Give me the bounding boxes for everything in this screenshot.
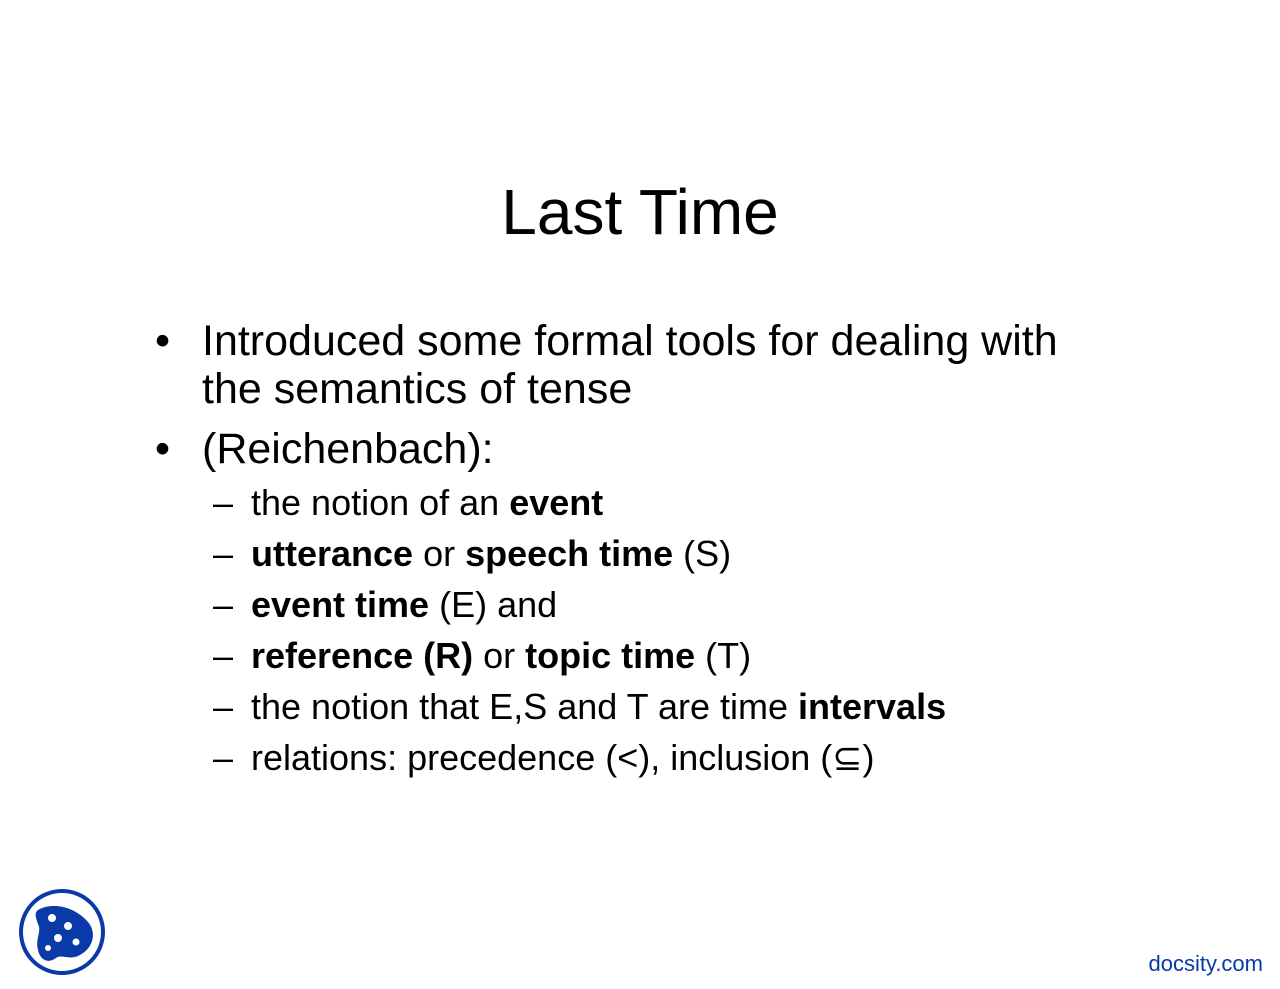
bullet-text: (Reichenbach): [202,425,494,473]
subbullet-text: or [413,533,466,574]
subbullet-marker: – [213,686,234,727]
subbullet-marker: – [213,737,234,778]
subbullet-emphasis: reference (R) [251,635,474,676]
subbullet-emphasis: utterance [251,533,414,574]
bullet-marker: • [155,425,171,473]
subbullet-marker: – [213,584,234,625]
subbullet-item [213,583,1113,627]
subbullet-marker: – [213,635,234,676]
subbullet-text: the notion of an [251,482,510,523]
subbullet-emphasis: topic time [525,635,696,676]
subbullet-emphasis: event [509,482,604,523]
subbullet-emphasis: speech time [465,533,674,574]
bullet-item [155,317,1115,413]
subbullet-text: or [473,635,526,676]
docsity-logo-graphic [18,888,106,976]
subbullet-text: (E) and [429,584,558,625]
subbullet-text: relations: precedence (<), inclusion (⊆) [251,737,875,778]
bullet-text: Introduced some formal tools for dealing with the semantics of tense [202,317,1058,413]
subbullet-text: the notion that E,S and T are time [251,686,799,727]
subbullet-emphasis: intervals [798,686,947,727]
subbullet-item [213,532,1113,576]
bullet-item [155,425,1115,473]
subbullet-emphasis: event time [251,584,430,625]
subbullet-item [213,481,1113,525]
watermark-link[interactable]: docsity.com [1148,951,1263,976]
subbullet-item [213,736,1113,780]
docsity-logo-icon[interactable] [18,888,106,976]
subbullet-marker: – [213,533,234,574]
slide-title: Last Time [501,176,779,248]
subbullet-text: (S) [673,533,732,574]
subbullet-item [213,634,1113,678]
bullet-marker: • [155,317,171,365]
subbullet-marker: – [213,482,234,523]
subbullet-text: (T) [695,635,752,676]
subbullet-item [213,685,1113,729]
